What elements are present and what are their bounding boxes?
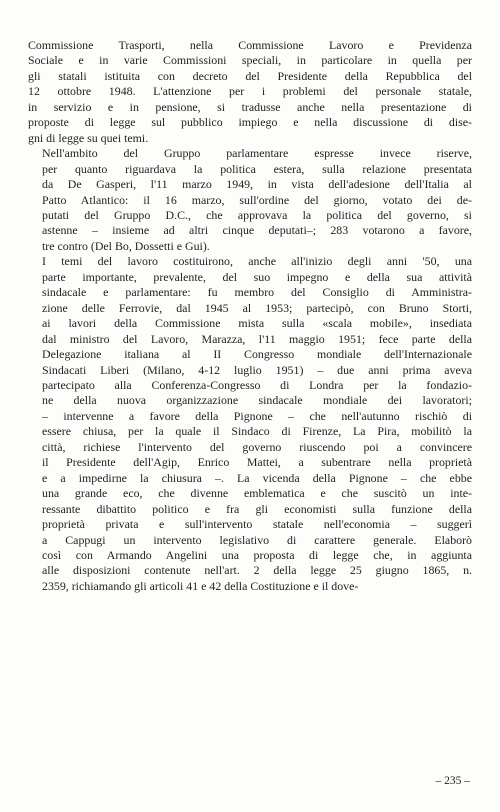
paragraph (28, 146, 472, 254)
text-line: tre contro (Del Bo, Dossetti e Gui). (42, 238, 210, 253)
text-line: gli statali istituita con decreto del Presidente della Repubblica del (28, 68, 472, 83)
text-line: per quanto riguardava la politica estera, sulla relazione presentata (42, 161, 472, 176)
text-line: dal ministro del Lavoro, Marazza, l'11 maggio 1951; fece parte della (42, 331, 472, 346)
text-line: proprietà privata e sull'intervento statale nell'economia – suggerì (42, 517, 472, 532)
text-line: così con Armando Angelini una proposta di legge che, in aggiunta (42, 547, 472, 562)
text-line: – intervenne a favore della Pignone – che nell'autunno rischiò di (42, 408, 472, 423)
text-line: zione delle Ferrovie, dal 1945 al 1953; partecipò, con Bruno Storti, (42, 300, 472, 315)
text-line: ne della nuova organizzazione sindacale mondiale dei lavoratori; (42, 393, 472, 408)
text-line: Patto Atlantico: il 16 marzo, sull'ordine del giorno, votato dei de- (42, 192, 472, 207)
paragraph (28, 38, 472, 146)
text-line: astenne – insieme ad altri cinque deputati–; 283 votarono a favore, (42, 223, 472, 238)
text-line: una grande eco, che divenne emblematica e che suscitò un inte- (42, 486, 472, 501)
text-line: partecipato alla Conferenza-Congresso di Londra per la fondazio- (42, 377, 472, 392)
text-line: gni di legge su quei temi. (28, 130, 149, 145)
text-line: a Cappugi un intervento legislativo di carattere generale. Elaborò (42, 532, 472, 547)
text-line: Sociale e in varie Commissioni speciali, in particolare in quella per (28, 53, 472, 68)
text-line: alle disposizioni contenute nell'art. 2 della legge 25 giugno 1865, n. (42, 563, 472, 578)
text-line: Sindacati Liberi (Milano, 4-12 luglio 1951) – due anni prima aveva (42, 362, 472, 377)
text-line: Nell'ambito del Gruppo parlamentare espresse invece riserve, (42, 146, 472, 161)
text-line: città, richiese l'intervento del governo riuscendo poi a convincere (42, 439, 472, 454)
text-line: ai lavori della Commissione mista sulla «scala mobile», insediata (42, 316, 472, 331)
page-number: – 235 – (435, 775, 470, 787)
text-line: Delegazione italiana al II Congresso mondiale dell'Internazionale (42, 347, 472, 362)
text-line: da De Gasperi, l'11 marzo 1949, in vista dell'adesione dell'Italia al (42, 177, 472, 192)
text-line: in servizio e in pensione, si tradusse anche nella presentazione di (28, 99, 472, 114)
text-line: il Presidente dell'Agip, Enrico Mattei, a subentrare nella proprietà (42, 455, 472, 470)
text-line: putati del Gruppo D.C., che approvava la politica del governo, si (42, 207, 472, 222)
text-line: sindacale e parlamentare: fu membro del Consiglio di Amministra- (42, 285, 472, 300)
text-line: Commissione Trasporti, nella Commissione Lavoro e Previdenza (28, 38, 472, 52)
text-line: e a impedirne la chiusura –. La vicenda della Pignone – che ebbe (42, 470, 472, 485)
text-line: I temi del lavoro costituirono, anche all'inizio degli anni '50, una (42, 254, 472, 269)
text-line: parte importante, prevalente, del suo impegno e della sua attività (42, 269, 472, 284)
text-line: proposte di legge sul pubblico impiego e nella discussione di dise- (28, 115, 472, 130)
text-line: essere chiusa, per la quale il Sindaco di Firenze, La Pira, mobilitò la (42, 424, 472, 439)
paragraph (28, 254, 472, 594)
body-text (28, 38, 472, 594)
text-line: ressante dibattito politico e fra gli economisti sulla funzione della (42, 501, 472, 516)
text-line: 12 ottobre 1948. L'attenzione per i problemi del personale statale, (28, 84, 472, 99)
text-line: 2359, richiamando gli articoli 41 e 42 della Costituzione e il dove- (42, 578, 359, 593)
